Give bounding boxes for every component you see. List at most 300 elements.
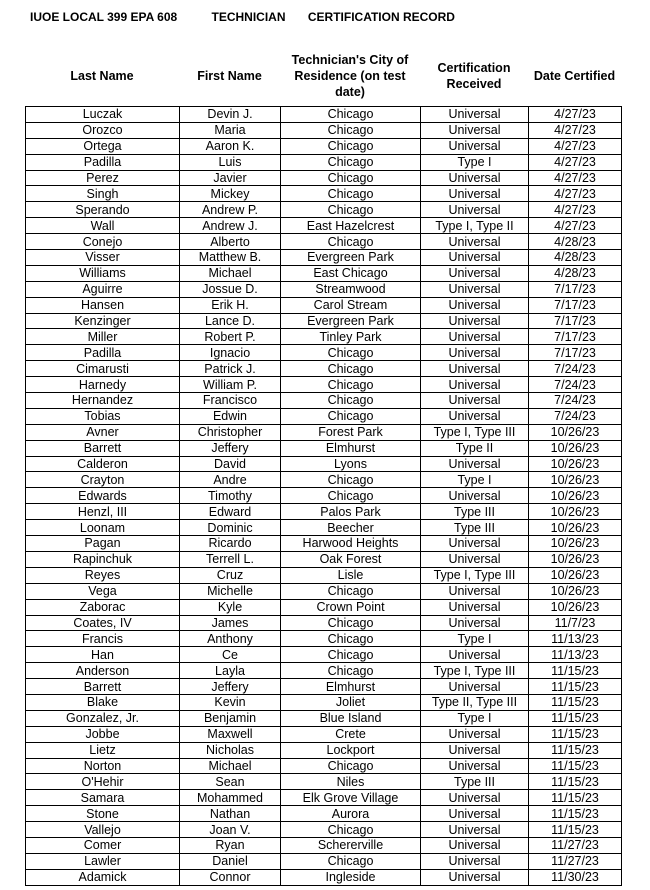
last-name-cell: Vallejo <box>26 822 180 838</box>
date-certified-cell: 10/26/23 <box>529 424 622 440</box>
last-name-cell: Han <box>26 647 180 663</box>
certification-cell: Universal <box>421 726 529 742</box>
date-certified-cell: 11/15/23 <box>529 790 622 806</box>
date-certified-cell: 10/26/23 <box>529 504 622 520</box>
date-certified-cell: 11/15/23 <box>529 774 622 790</box>
certification-cell: Universal <box>421 345 529 361</box>
table-row <box>26 488 622 504</box>
city-cell: Chicago <box>281 234 421 250</box>
date-certified-cell: 4/27/23 <box>529 202 622 218</box>
last-name-cell: Vega <box>26 583 180 599</box>
table-row <box>26 694 622 710</box>
table-row <box>26 520 622 536</box>
first-name-cell: Ryan <box>180 837 281 853</box>
last-name-cell: Henzl, III <box>26 504 180 520</box>
first-name-cell: Lance D. <box>180 313 281 329</box>
table-row <box>26 615 622 631</box>
city-cell: Chicago <box>281 583 421 599</box>
first-name-cell: Sean <box>180 774 281 790</box>
date-certified-cell: 10/26/23 <box>529 551 622 567</box>
last-name-cell: Adamick <box>26 869 180 885</box>
table-row <box>26 631 622 647</box>
table-row <box>26 583 622 599</box>
table-row <box>26 138 622 154</box>
table-row <box>26 377 622 393</box>
first-name-cell: Kevin <box>180 694 281 710</box>
certification-cell: Type I <box>421 472 529 488</box>
city-cell: Chicago <box>281 122 421 138</box>
date-certified-cell: 11/15/23 <box>529 742 622 758</box>
table-row <box>26 822 622 838</box>
date-certified-cell: 11/13/23 <box>529 647 622 663</box>
table-row <box>26 599 622 615</box>
date-certified-cell: 10/26/23 <box>529 472 622 488</box>
first-name-cell: Alberto <box>180 234 281 250</box>
date-certified-cell: 11/15/23 <box>529 694 622 710</box>
date-certified-cell: 10/26/23 <box>529 583 622 599</box>
date-certified-cell: 4/27/23 <box>529 154 622 170</box>
first-name-cell: Francisco <box>180 393 281 409</box>
last-name-cell: Crayton <box>26 472 180 488</box>
city-cell: Chicago <box>281 408 421 424</box>
certification-cell: Universal <box>421 265 529 281</box>
last-name-cell: Wall <box>26 218 180 234</box>
table-row <box>26 647 622 663</box>
date-certified-cell: 4/27/23 <box>529 122 622 138</box>
certification-cell: Type III <box>421 774 529 790</box>
certification-cell: Universal <box>421 456 529 472</box>
table-row <box>26 551 622 567</box>
header-date-certified: Date Certified <box>533 69 616 83</box>
last-name-cell: Lawler <box>26 853 180 869</box>
date-certified-cell: 10/26/23 <box>529 536 622 552</box>
city-cell: Schererville <box>281 837 421 853</box>
certification-cell: Type III <box>421 520 529 536</box>
last-name-cell: Miller <box>26 329 180 345</box>
table-row <box>26 567 622 583</box>
first-name-cell: Layla <box>180 663 281 679</box>
certification-cell: Universal <box>421 313 529 329</box>
city-cell: Carol Stream <box>281 297 421 313</box>
last-name-cell: Singh <box>26 186 180 202</box>
certification-cell: Universal <box>421 297 529 313</box>
first-name-cell: Ricardo <box>180 536 281 552</box>
first-name-cell: Benjamin <box>180 710 281 726</box>
city-cell: Elmhurst <box>281 679 421 695</box>
table-row <box>26 790 622 806</box>
table-row <box>26 313 622 329</box>
last-name-cell: Conejo <box>26 234 180 250</box>
certification-cell: Type I, Type II <box>421 218 529 234</box>
last-name-cell: Rapinchuk <box>26 551 180 567</box>
first-name-cell: David <box>180 456 281 472</box>
city-cell: Chicago <box>281 170 421 186</box>
city-cell: East Hazelcrest <box>281 218 421 234</box>
first-name-cell: Jossue D. <box>180 281 281 297</box>
certification-cell: Type I, Type III <box>421 567 529 583</box>
last-name-cell: Barrett <box>26 679 180 695</box>
certification-cell: Type I <box>421 631 529 647</box>
table-row <box>26 504 622 520</box>
last-name-cell: Samara <box>26 790 180 806</box>
date-certified-cell: 11/15/23 <box>529 806 622 822</box>
certification-cell: Universal <box>421 488 529 504</box>
date-certified-cell: 7/17/23 <box>529 313 622 329</box>
date-certified-cell: 4/27/23 <box>529 138 622 154</box>
city-cell: Chicago <box>281 488 421 504</box>
city-cell: Beecher <box>281 520 421 536</box>
last-name-cell: Stone <box>26 806 180 822</box>
date-certified-cell: 11/13/23 <box>529 631 622 647</box>
city-cell: Chicago <box>281 472 421 488</box>
last-name-cell: Orozco <box>26 122 180 138</box>
certification-cell: Universal <box>421 869 529 885</box>
first-name-cell: Maria <box>180 122 281 138</box>
last-name-cell: Visser <box>26 250 180 266</box>
certification-table-body <box>26 107 622 886</box>
table-row <box>26 710 622 726</box>
date-certified-cell: 11/7/23 <box>529 615 622 631</box>
table-row <box>26 154 622 170</box>
table-row <box>26 250 622 266</box>
date-certified-cell: 7/17/23 <box>529 297 622 313</box>
last-name-cell: Comer <box>26 837 180 853</box>
date-certified-cell: 7/24/23 <box>529 377 622 393</box>
certification-cell: Universal <box>421 583 529 599</box>
city-cell: Chicago <box>281 853 421 869</box>
city-cell: Harwood Heights <box>281 536 421 552</box>
certification-cell: Universal <box>421 377 529 393</box>
date-certified-cell: 11/15/23 <box>529 822 622 838</box>
table-row <box>26 440 622 456</box>
last-name-cell: Calderon <box>26 456 180 472</box>
certification-cell: Universal <box>421 186 529 202</box>
column-headers <box>25 48 621 104</box>
city-cell: Chicago <box>281 107 421 123</box>
city-cell: Elk Grove Village <box>281 790 421 806</box>
first-name-cell: Mickey <box>180 186 281 202</box>
last-name-cell: Zaborac <box>26 599 180 615</box>
organization-title: IUOE LOCAL 399 EPA 608 <box>30 10 178 24</box>
first-name-cell: Dominic <box>180 520 281 536</box>
last-name-cell: Perez <box>26 170 180 186</box>
date-certified-cell: 4/27/23 <box>529 218 622 234</box>
last-name-cell: Hansen <box>26 297 180 313</box>
last-name-cell: Padilla <box>26 154 180 170</box>
city-cell: Chicago <box>281 393 421 409</box>
date-certified-cell: 10/26/23 <box>529 456 622 472</box>
city-cell: Niles <box>281 774 421 790</box>
first-name-cell: Andrew J. <box>180 218 281 234</box>
first-name-cell: Daniel <box>180 853 281 869</box>
table-row <box>26 536 622 552</box>
table-row <box>26 234 622 250</box>
certification-cell: Universal <box>421 122 529 138</box>
certification-cell: Type I, Type III <box>421 424 529 440</box>
table-row <box>26 679 622 695</box>
certification-cell: Universal <box>421 742 529 758</box>
first-name-cell: Nicholas <box>180 742 281 758</box>
last-name-cell: O'Hehir <box>26 774 180 790</box>
city-cell: Joliet <box>281 694 421 710</box>
first-name-cell: Michael <box>180 758 281 774</box>
date-certified-cell: 4/28/23 <box>529 265 622 281</box>
table-row <box>26 456 622 472</box>
last-name-cell: Padilla <box>26 345 180 361</box>
city-cell: Lockport <box>281 742 421 758</box>
table-row <box>26 218 622 234</box>
city-cell: Chicago <box>281 758 421 774</box>
certification-cell: Universal <box>421 361 529 377</box>
certification-cell: Universal <box>421 790 529 806</box>
city-cell: Chicago <box>281 154 421 170</box>
last-name-cell: Blake <box>26 694 180 710</box>
last-name-cell: Ortega <box>26 138 180 154</box>
certification-cell: Universal <box>421 170 529 186</box>
first-name-cell: Robert P. <box>180 329 281 345</box>
certification-cell: Type II, Type III <box>421 694 529 710</box>
certification-cell: Type III <box>421 504 529 520</box>
date-certified-cell: 4/27/23 <box>529 170 622 186</box>
city-cell: Ingleside <box>281 869 421 885</box>
table-row <box>26 774 622 790</box>
city-cell: Lyons <box>281 456 421 472</box>
certification-cell: Universal <box>421 647 529 663</box>
header-first-name: First Name <box>197 69 262 83</box>
certification-cell: Universal <box>421 853 529 869</box>
first-name-cell: Erik H. <box>180 297 281 313</box>
last-name-cell: Anderson <box>26 663 180 679</box>
last-name-cell: Gonzalez, Jr. <box>26 710 180 726</box>
certification-cell: Universal <box>421 599 529 615</box>
table-row <box>26 853 622 869</box>
table-row <box>26 107 622 123</box>
first-name-cell: Jeffery <box>180 440 281 456</box>
record-title: CERTIFICATION RECORD <box>307 10 455 24</box>
table-row <box>26 726 622 742</box>
city-cell: Chicago <box>281 663 421 679</box>
city-cell: Tinley Park <box>281 329 421 345</box>
last-name-cell: Aguirre <box>26 281 180 297</box>
city-cell: Chicago <box>281 186 421 202</box>
city-cell: Elmhurst <box>281 440 421 456</box>
first-name-cell: James <box>180 615 281 631</box>
first-name-cell: Aaron K. <box>180 138 281 154</box>
last-name-cell: Harnedy <box>26 377 180 393</box>
last-name-cell: Cimarusti <box>26 361 180 377</box>
last-name-cell: Luczak <box>26 107 180 123</box>
certification-cell: Universal <box>421 822 529 838</box>
table-row <box>26 806 622 822</box>
city-cell: Palos Park <box>281 504 421 520</box>
last-name-cell: Reyes <box>26 567 180 583</box>
first-name-cell: Michelle <box>180 583 281 599</box>
certification-cell: Universal <box>421 806 529 822</box>
first-name-cell: Mohammed <box>180 790 281 806</box>
date-certified-cell: 7/17/23 <box>529 345 622 361</box>
date-certified-cell: 11/27/23 <box>529 837 622 853</box>
last-name-cell: Pagan <box>26 536 180 552</box>
last-name-cell: Tobias <box>26 408 180 424</box>
certification-cell: Universal <box>421 202 529 218</box>
date-certified-cell: 4/27/23 <box>529 107 622 123</box>
first-name-cell: William P. <box>180 377 281 393</box>
last-name-cell: Norton <box>26 758 180 774</box>
certification-cell: Universal <box>421 393 529 409</box>
table-row <box>26 408 622 424</box>
date-certified-cell: 11/15/23 <box>529 710 622 726</box>
last-name-cell: Lietz <box>26 742 180 758</box>
certification-cell: Universal <box>421 107 529 123</box>
table-row <box>26 281 622 297</box>
city-cell: Streamwood <box>281 281 421 297</box>
table-row <box>26 297 622 313</box>
header-last-name: Last Name <box>70 69 134 83</box>
last-name-cell: Jobbe <box>26 726 180 742</box>
table-row <box>26 265 622 281</box>
table-row <box>26 329 622 345</box>
certification-cell: Type I <box>421 710 529 726</box>
table-row <box>26 869 622 885</box>
first-name-cell: Luis <box>180 154 281 170</box>
date-certified-cell: 7/24/23 <box>529 408 622 424</box>
city-cell: Chicago <box>281 202 421 218</box>
date-certified-cell: 4/27/23 <box>529 186 622 202</box>
date-certified-cell: 10/26/23 <box>529 440 622 456</box>
first-name-cell: Edward <box>180 504 281 520</box>
first-name-cell: Michael <box>180 265 281 281</box>
table-row <box>26 393 622 409</box>
date-certified-cell: 11/15/23 <box>529 663 622 679</box>
date-certified-cell: 10/26/23 <box>529 488 622 504</box>
certification-cell: Universal <box>421 234 529 250</box>
date-certified-cell: 4/28/23 <box>529 250 622 266</box>
city-cell: Chicago <box>281 615 421 631</box>
date-certified-cell: 11/15/23 <box>529 726 622 742</box>
table-row <box>26 361 622 377</box>
certification-table <box>25 106 622 886</box>
table-row <box>26 758 622 774</box>
table-row <box>26 663 622 679</box>
date-certified-cell: 10/26/23 <box>529 520 622 536</box>
header-certification: Certification Received <box>437 61 511 91</box>
city-cell: Chicago <box>281 377 421 393</box>
first-name-cell: Timothy <box>180 488 281 504</box>
first-name-cell: Javier <box>180 170 281 186</box>
date-certified-cell: 11/30/23 <box>529 869 622 885</box>
first-name-cell: Jeffery <box>180 679 281 695</box>
table-row <box>26 186 622 202</box>
date-certified-cell: 4/28/23 <box>529 234 622 250</box>
first-name-cell: Connor <box>180 869 281 885</box>
certification-cell: Universal <box>421 536 529 552</box>
last-name-cell: Avner <box>26 424 180 440</box>
date-certified-cell: 7/24/23 <box>529 393 622 409</box>
last-name-cell: Edwards <box>26 488 180 504</box>
certification-cell: Type II <box>421 440 529 456</box>
table-row <box>26 424 622 440</box>
city-cell: Blue Island <box>281 710 421 726</box>
first-name-cell: Cruz <box>180 567 281 583</box>
city-cell: Chicago <box>281 138 421 154</box>
first-name-cell: Terrell L. <box>180 551 281 567</box>
first-name-cell: Matthew B. <box>180 250 281 266</box>
table-row <box>26 170 622 186</box>
first-name-cell: Andrew P. <box>180 202 281 218</box>
city-cell: Chicago <box>281 822 421 838</box>
first-name-cell: Ce <box>180 647 281 663</box>
date-certified-cell: 11/15/23 <box>529 679 622 695</box>
city-cell: Forest Park <box>281 424 421 440</box>
city-cell: Crown Point <box>281 599 421 615</box>
first-name-cell: Nathan <box>180 806 281 822</box>
certification-cell: Universal <box>421 408 529 424</box>
certification-cell: Universal <box>421 837 529 853</box>
city-cell: Chicago <box>281 345 421 361</box>
first-name-cell: Ignacio <box>180 345 281 361</box>
certification-cell: Universal <box>421 758 529 774</box>
city-cell: Evergreen Park <box>281 250 421 266</box>
certification-cell: Universal <box>421 551 529 567</box>
city-cell: Evergreen Park <box>281 313 421 329</box>
table-row <box>26 472 622 488</box>
last-name-cell: Williams <box>26 265 180 281</box>
table-row <box>26 345 622 361</box>
last-name-cell: Hernandez <box>26 393 180 409</box>
date-certified-cell: 10/26/23 <box>529 599 622 615</box>
table-row <box>26 837 622 853</box>
first-name-cell: Maxwell <box>180 726 281 742</box>
city-cell: East Chicago <box>281 265 421 281</box>
first-name-cell: Andre <box>180 472 281 488</box>
first-name-cell: Christopher <box>180 424 281 440</box>
table-row <box>26 122 622 138</box>
city-cell: Oak Forest <box>281 551 421 567</box>
last-name-cell: Coates, IV <box>26 615 180 631</box>
last-name-cell: Loonam <box>26 520 180 536</box>
table-row <box>26 742 622 758</box>
document-header <box>30 10 455 24</box>
date-certified-cell: 10/26/23 <box>529 567 622 583</box>
date-certified-cell: 7/17/23 <box>529 281 622 297</box>
first-name-cell: Edwin <box>180 408 281 424</box>
header-city: Technician's City of Residence (on test date) <box>291 53 409 99</box>
date-certified-cell: 11/15/23 <box>529 758 622 774</box>
table-row <box>26 202 622 218</box>
certification-cell: Universal <box>421 138 529 154</box>
city-cell: Crete <box>281 726 421 742</box>
city-cell: Aurora <box>281 806 421 822</box>
last-name-cell: Barrett <box>26 440 180 456</box>
certification-cell: Universal <box>421 281 529 297</box>
last-name-cell: Francis <box>26 631 180 647</box>
certification-cell: Universal <box>421 250 529 266</box>
city-cell: Lisle <box>281 567 421 583</box>
first-name-cell: Joan V. <box>180 822 281 838</box>
date-certified-cell: 7/17/23 <box>529 329 622 345</box>
city-cell: Chicago <box>281 361 421 377</box>
certification-cell: Universal <box>421 615 529 631</box>
first-name-cell: Anthony <box>180 631 281 647</box>
certification-cell: Universal <box>421 679 529 695</box>
certification-cell: Universal <box>421 329 529 345</box>
last-name-cell: Kenzinger <box>26 313 180 329</box>
city-cell: Chicago <box>281 631 421 647</box>
city-cell: Chicago <box>281 647 421 663</box>
first-name-cell: Patrick J. <box>180 361 281 377</box>
last-name-cell: Sperando <box>26 202 180 218</box>
technician-title: TECHNICIAN <box>211 10 286 24</box>
